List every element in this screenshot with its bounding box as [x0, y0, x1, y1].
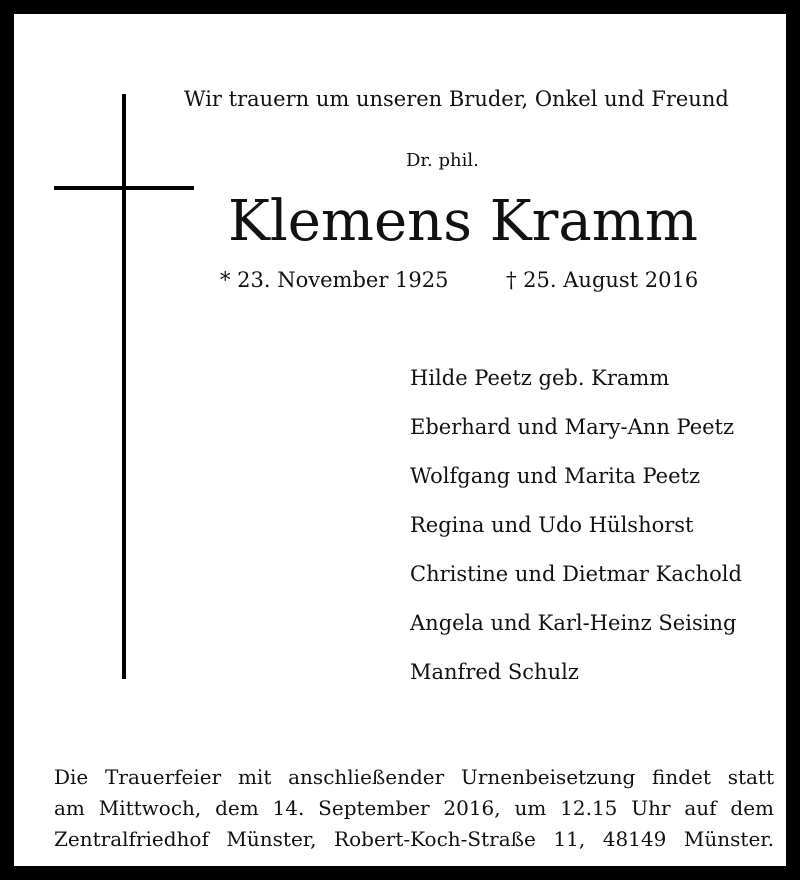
academic-title: Dr. phil. [406, 150, 479, 171]
death-date: † 25. August 2016 [506, 268, 699, 292]
mourners-list [410, 358, 742, 701]
ceremony-line: Die Trauerfeier mit anschließender Urnenbeisetzung findet statt [54, 765, 774, 789]
ceremony-line: Zentralfriedhof Münster, Robert-Koch-Straße 11, 48149 Münster. [54, 827, 774, 851]
birth-date: * 23. November 1925 [220, 268, 449, 292]
mourner-item: Christine und Dietmar Kachold [410, 562, 742, 586]
ceremony-line: am Mittwoch, dem 14. September 2016, um 12.15 Uhr auf dem [54, 796, 774, 820]
mourner-item: Manfred Schulz [410, 660, 579, 684]
deceased-name: Klemens Kramm [228, 189, 698, 254]
cross-icon-horizontal-bar [54, 186, 194, 190]
intro-line: Wir trauern um unseren Bruder, Onkel und Freund [184, 87, 729, 111]
mourner-item: Angela und Karl-Heinz Seising [410, 611, 737, 635]
mourner-item: Eberhard und Mary-Ann Peetz [410, 415, 735, 439]
mourner-item: Regina und Udo Hülshorst [410, 513, 694, 537]
mourner-item: Hilde Peetz geb. Kramm [410, 366, 670, 390]
cross-icon-vertical-bar [122, 94, 126, 679]
ceremony-info [54, 762, 774, 855]
mourner-item: Wolfgang und Marita Peetz [410, 464, 701, 488]
